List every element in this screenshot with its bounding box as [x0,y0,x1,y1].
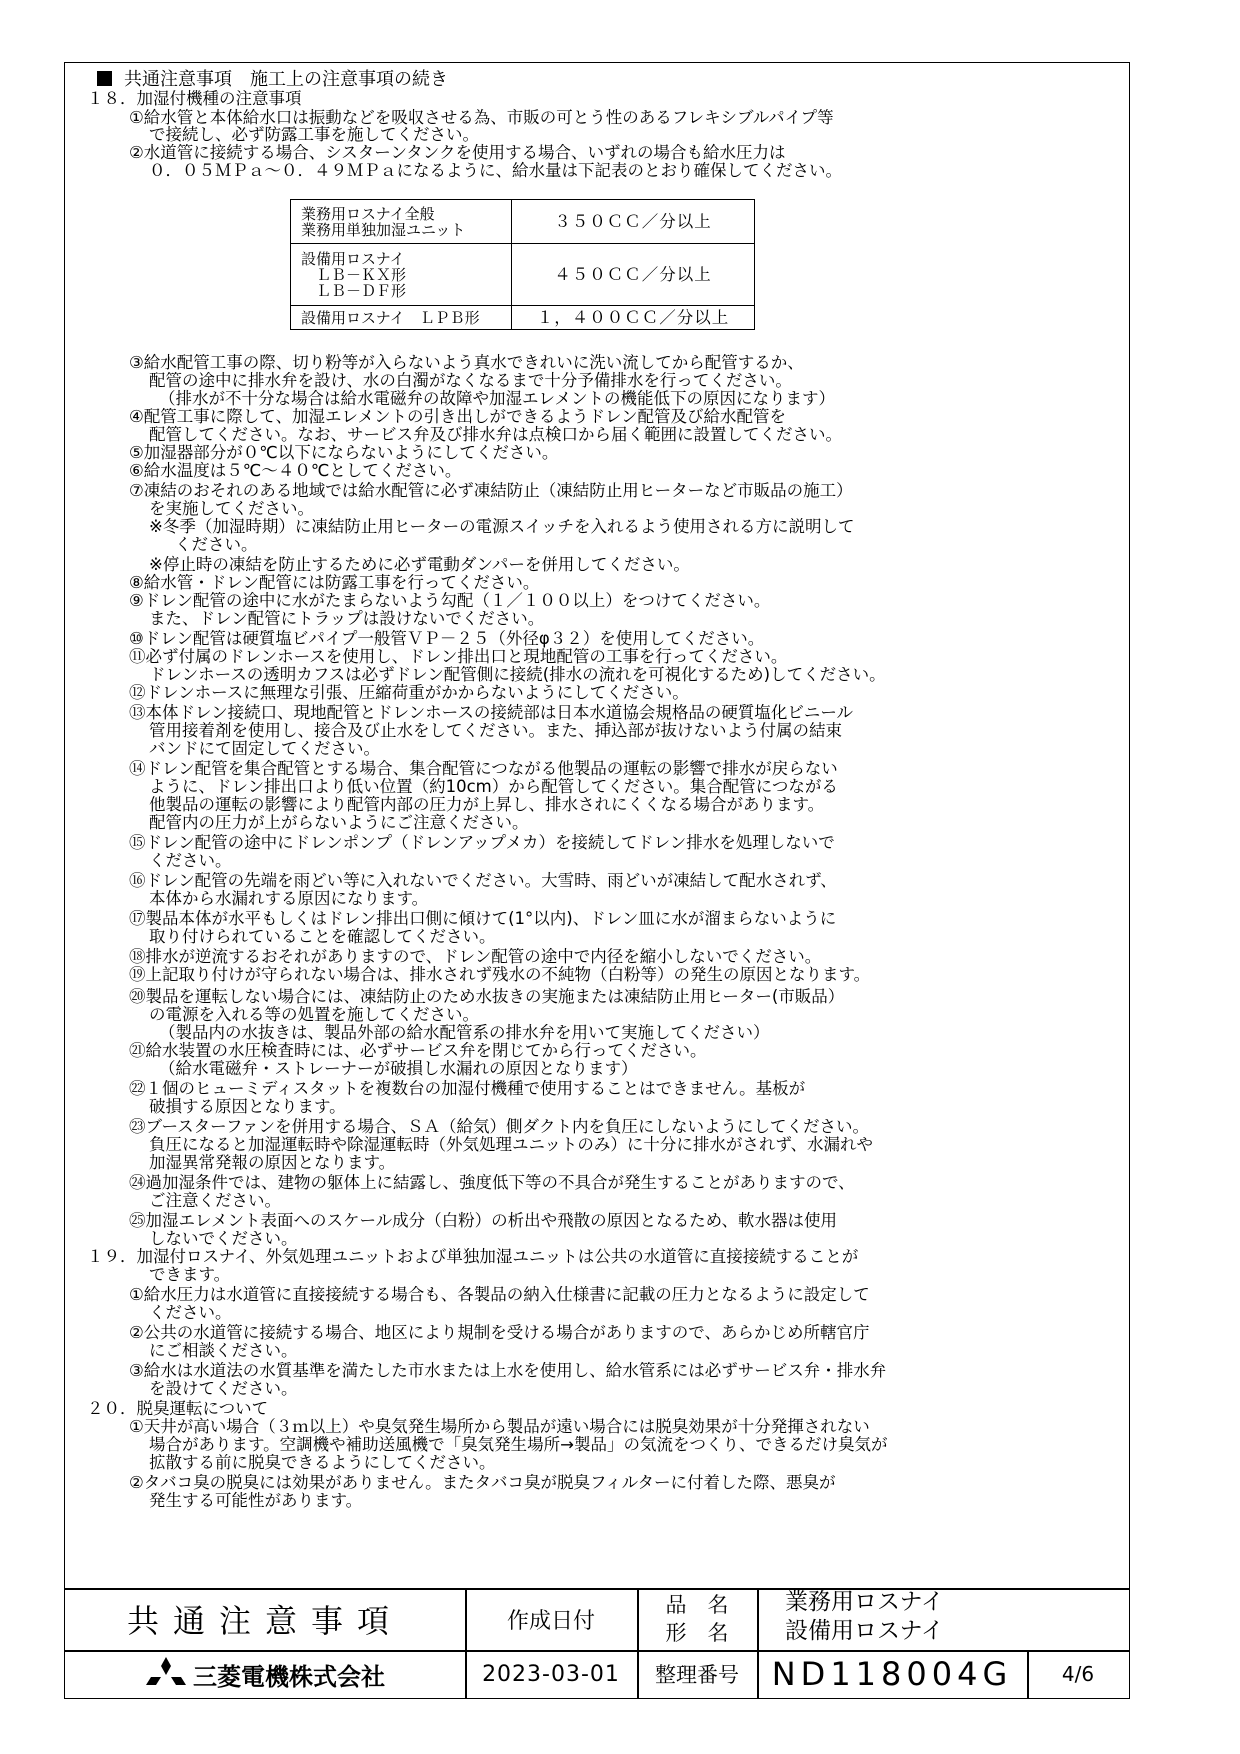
text-line: ③給水は水道法の水質基準を満たした市水または上水を使用し、給水管系には必ずサービス弁・排水弁 [129,1361,887,1380]
text-line: ㉓ブースターファンを併用する場合、ＳＡ（給気）側ダクト内を負圧にしないようにしてください。 [129,1117,870,1136]
company-logo [65,1650,465,1698]
text-line: ③給水配管工事の際、切り粉等が入らないよう真水できれいに洗い流してから配管するか、 [129,353,804,372]
document-body [65,63,1129,1593]
model-line: 設備用ロスナイ [301,249,405,268]
water-flow-table [290,199,755,330]
table-cell-model [291,306,512,330]
text-line: ④配管工事に際して、加湿エレメントの引き出しができるようドレン配管及び給水配管を [129,407,787,426]
product-name-label: 品 名 [665,1593,729,1617]
text-line: ①給水管と本体給水口は振動などを吸収させる為、市販の可とう性のあるフレキシブルパイプ等 [129,108,834,127]
text-line: ⑤加湿器部分が０℃以下にならないようにしてください。 [129,443,559,462]
text-line: ㉕加湿エレメント表面へのスケール成分（白粉）の析出や飛散の原因となるため、軟水器は使用 [129,1211,838,1230]
text-line: で接続し、必ず防露工事を施してください。 [149,125,479,144]
text-line: ②タバコ臭の脱臭には効果がありません。またタバコ臭が脱臭フィルターに付着した際、悪臭が [129,1473,836,1492]
text-line: ご注意ください。 [149,1191,281,1210]
text-line: できます。 [149,1265,231,1284]
text-line: 加湿異常発報の原因となります。 [149,1153,396,1172]
text-line: の電源を入れる等の処置を施してください。 [149,1005,479,1024]
text-line: ⑱排水が逆流するおそれがありますので、ドレン配管の途中で内径を縮小しないでください。 [129,947,822,966]
product-names [757,1588,1129,1650]
text-line: バンドにて固定してください。 [149,739,380,758]
creation-date: 2023-03-01 [482,1661,620,1687]
text-line: ください。 [149,851,232,870]
page-frame [64,62,1130,1699]
text-line: ⑭ドレン配管を集合配管とする場合、集合配管につながる他製品の運転の影響で排水が戻らない [129,759,838,778]
text-line: 管用接着剤を使用し、接合及び止水をしてください。また、挿込部が抜けないよう付属の結束 [149,721,842,740]
text-line: を設けてください。 [149,1379,298,1398]
table-row [291,200,755,244]
text-line: ※冬季（加湿時期）に凍結防止用ヒーターの電源スイッチを入れるよう使用される方に説明して [149,517,855,536]
serial-label: 整理番号 [655,1663,739,1687]
text-line: ※停止時の凍結を防止するために必ず電動ダンパーを併用してください。 [149,555,690,574]
text-line: ⑮ドレン配管の途中にドレンポンプ（ドレンアップメカ）を接続してドレン排水を処理しないで [129,833,835,852]
text-line: 破損する原因となります。 [149,1097,346,1116]
text-line: ⑫ドレンホースに無理な引張、圧縮荷重がかからないようにしてください。 [129,683,689,702]
table-row [291,244,755,306]
text-line: ⑨ドレン配管の途中に水がたまらないよう勾配（１／１００以上）をつけてください。 [129,591,771,610]
text-line: ⑥給水温度は５℃～４０℃としてください。 [129,461,462,480]
text-line: ㉒１個のヒューミディスタットを複数台の加湿付機種で使用することはできません。基板が [129,1079,806,1098]
date-label: 作成日付 [506,1608,595,1634]
text-line: ⑩ドレン配管は硬質塩ビパイプ一般管ＶＰ－２５（外径φ３２）を使用してください。 [129,629,765,648]
table-cell-flow: １，４００ＣＣ／分以上 [512,306,755,330]
table-cell-model [291,244,512,306]
section-header-text: 共通注意事項 施工上の注意事項の続き [124,69,448,90]
text-line: １８．加湿付機種の注意事項 [87,89,302,108]
company-name: 三菱電機株式会社 [193,1662,385,1691]
table-cell-flow: ４５０ＣＣ／分以上 [512,244,755,306]
text-line: ⑰製品本体が水平もしくはドレン排出口側に傾けて(1°以内)、ドレン皿に水が溜まらないように [129,909,837,928]
text-line: ０．０５ＭＰａ～０．４９ＭＰａになるように、給水量は下記表のとおり確保してください。 [149,161,842,180]
text-line: ⑪必ず付属のドレンホースを使用し、ドレン排出口と現地配管の工事を行ってください。 [129,647,788,666]
page-number: 4/6 [1061,1662,1095,1686]
text-line: 拡散する前に脱臭できるようにしてください。 [149,1453,496,1472]
model-line: 業務用単独加湿ユニット [301,220,466,239]
table-cell-flow: ３５０ＣＣ／分以上 [512,200,755,244]
text-line: 配管の途中に排水弁を設け、水の白濁がなくなるまで十分予備排水を行ってください。 [149,371,792,390]
model-line: 業務用ロスナイ全般 [301,204,435,223]
text-line: ②公共の水道管に接続する場合、地区により規制を受ける場合がありますので、あらかじめ所轄官庁 [129,1323,870,1342]
text-line: しないでください。 [149,1229,298,1248]
text-line: ⑦凍結のおそれのある地域では給水配管に必ず凍結防止（凍結防止用ヒーターなど市販品の施工） [129,481,853,500]
text-line: 配管内の圧力が上がらないようにご注意ください。 [149,813,529,832]
text-line: ⑲上記取り付けが守られない場合は、排水されず残水の不純物（白粉等）の発生の原因となります。 [129,965,871,984]
text-line: ください。 [149,1303,232,1322]
text-line: ①給水圧力は水道管に直接接続する場合も、各製品の納入仕様書に記載の圧力となるように設定して [129,1285,870,1304]
model-line: 設備用ロスナイ ＬＰＢ形 [301,308,480,327]
text-line: 他製品の運転の影響により配管内部の圧力が上昇し、排水されにくくなる場合があります。 [149,795,825,814]
text-line: ２０．脱臭運転について [87,1399,269,1418]
text-line: ㉑給水装置の水圧検査時には、必ずサービス弁を閉じてから行ってください。 [129,1041,707,1060]
text-line: （排水が不十分な場合は給水電磁弁の故障や加湿エレメントの機能低下の原因になります） [159,389,836,408]
text-line: ⑬本体ドレン接続口、現地配管とドレンホースの接続部は日本水道協会規格品の硬質塩化ビニール [129,703,854,722]
three-diamonds-icon [145,1657,187,1691]
text-line: を実施してください。 [149,499,314,518]
text-line: ⑳製品を運転しない場合には、凍結防止のため水抜きの実施または凍結防止用ヒーター(市販品） [129,987,845,1006]
document-number: ND118004G [771,1655,1013,1693]
model-line: ＬＢ－ＤＦ形 [301,281,407,300]
text-line: 発生する可能性があります。 [149,1491,363,1510]
model-line: ＬＢ－ＫＸ形 [301,265,407,284]
text-line: 負圧になると加湿運転時や除湿運転時（外気処理ユニットのみ）に十分に排水がされず、水漏れや [149,1135,874,1154]
text-line: ください。 [175,535,258,554]
text-line: ⑯ドレン配管の先端を雨どい等に入れないでください。大雪時、雨どいが凍結して配水されず、 [129,871,837,890]
text-line: ①天井が高い場合（３ｍ以上）や臭気発生場所から製品が遠い場合には脱臭効果が十分発揮されない [129,1417,870,1436]
text-line: 配管してください。なお、サービス弁及び排水弁は点検口から届く範囲に設置してください。 [149,425,842,444]
document-title: 共通注意事項 [126,1602,403,1640]
model-name-label: 形 名 [665,1621,729,1645]
table-row [291,306,755,330]
text-line: ドレンホースの透明カフスは必ずドレン配管側に接続(排水の流れを可視化するため)してください。 [149,665,886,684]
table-cell-model [291,200,512,244]
text-line: １９．加湿付ロスナイ、外気処理ユニットおよび単独加湿ユニットは公共の水道管に直接接続することが [87,1247,859,1266]
text-line: （製品内の水抜きは、製品外部の給水配管系の排水弁を用いて実施してください） [159,1023,770,1042]
text-line: また、ドレン配管にトラップは設けないでください。 [149,609,545,628]
text-line: （給水電磁弁・ストレーナーが破損し水漏れの原因となります） [159,1059,638,1078]
text-line: ⑧給水管・ドレン配管には防露工事を行ってください。 [129,573,540,592]
text-line: 取り付けられていることを確認してください。 [149,927,496,946]
text-line: ㉔過加湿条件では、建物の躯体上に結露し、強度低下等の不具合が発生することがありますので、 [129,1173,855,1192]
text-line: にご相談ください。 [149,1341,298,1360]
title-block [65,1588,1129,1698]
model-name: 設備用ロスナイ [785,1618,944,1644]
product-name: 業務用ロスナイ [785,1589,944,1615]
text-line: 場合があります。空調機や補助送風機で「臭気発生場所→製品」の気流をつくり、できるだけ臭気が [149,1435,888,1454]
name-labels [637,1588,757,1650]
text-line: ②水道管に接続する場合、シスターンタンクを使用する場合、いずれの場合も給水圧力は [129,143,786,162]
square-bullet-icon [97,71,112,86]
text-line: ように、ドレン排出口より低い位置（約10cm）から配管してください。集合配管につながる [149,777,838,796]
text-line: 本体から水漏れする原因になります。 [149,889,429,908]
section-header [97,70,448,89]
